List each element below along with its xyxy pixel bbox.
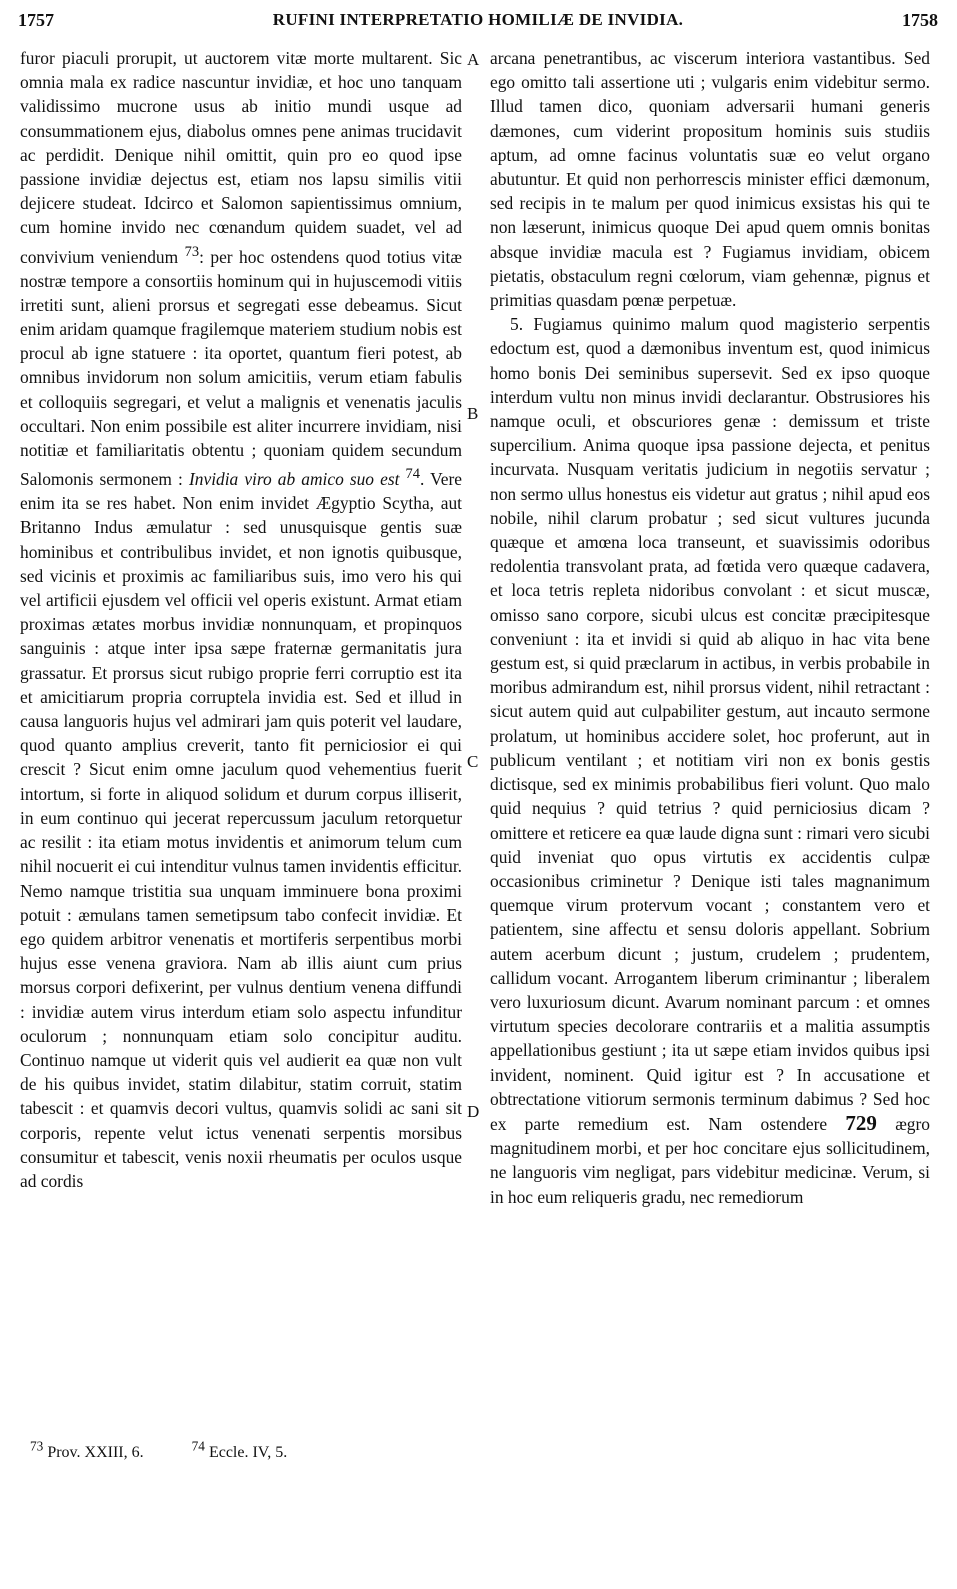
running-title: RUFINI INTERPRETATIO HOMILIÆ DE INVIDIA. (272, 10, 684, 29)
left-text-part-2: : per hoc ostendens quod totius vitæ nostræ tempore a consortiis hominum qui in hujuscemodi vitiis irretiti sunt, alieni prorsus et segregati esse debeamus. Sicut enim aridam quamque fragilemque materiem studium nobis est procul ab igne statuere : ita oportet, quantum fieri potest, ab omnibus invidorum non solum amicitiis, verum etiam fabulis et colloquiis segregari, et velut a malignis et venenatis jaculis occultari. Non enim possibile est aliter incurrere invidiam, nisi notitiæ et familiaritatis obtentu ; quoniam quidem secundum Salomonis sermonem : (20, 246, 462, 490)
page-number-right: 1758 (902, 10, 938, 30)
right-column (490, 46, 930, 1209)
footnote-73 (30, 1439, 166, 1462)
scripture-quote: Invidia viro ab amico suo est (188, 469, 400, 490)
footnote-74 (191, 1439, 310, 1462)
right-paragraph-2 (490, 312, 930, 1209)
margin-letter-c: C (467, 752, 479, 771)
right-text-part-1: 5. Fugiamus quinimo malum quod magisterio serpentis edoctum est, quod a dæmonibus inventum est, quod inimicus homo bonis Dei seminibus supersevit. Sed ex ipso quoque interdum vultu non minus invidi declarantur. Obstrusiores his namque oculi, et obscuriores genæ : demissum et triste supercilium. Anima quoque ipsa passione dejecta, et penitus incurvata. Nusquam veritatis judicium in negotiis servatur ; non sermo ullus honestus eis videtur aut gratus ; nihil apud eos nobile, nihil clarum probatur ; sed sicut vultures jucunda quæque et amœna loca transeunt, et suavissimis odoribus redolentia transvolant prata, ad fœtida vero quæque cadavera, et loca tetris repleta nidoribus convolant : et sicut muscæ, omisso sano corpore, sicubi ulcus est concitæ præcipitesque conveniunt : ita et invidi si quid ab aliquo in hac vita bene gestum est, si quid præclarum in actibus, in verbis probabile in moribus admirandum est, nihil prorsus vident, nihil retractant : sicut autem quid aut culpabiliter gestum, aut incauto sermone prolatum, ut hominibus accidere solet, hoc proferunt, aut in publicum ventilant ; et notitiam viri non ex bonis gestis dictisque, sed ex minimis probabilibus fieri volunt. Quo malo quid nequius ? quid tetrius ? quid perniciosius dicam ? omittere et reticere ea quæ laude digna sunt : rimari vero sicubi quid inveniat quo opus virtutis ex accidentis culpæ occasionibus criminetur ? Denique isti tales magnanimum quemque virum protervum vocant ; constantem vero et patientem, sine affectu et sensu doloris appellant. Sobrium autem acerbum dicunt ; justum, crudelem ; prudentem, callidum vocant. Arrogantem liberum criminantur ; liberalem vero luxuriosum dicunt. Avarum nominant parcum : et omnes virtutum species decolorare contrariis et a malitia assumptis appellationibus gestiunt ; ita ut sæpe etiam invidos quibus ipsi invident, nominent. Quid igitur est ? In accusatione et obtrectatione vitiorum sermonis terminum dabimus ? Sed hoc ex parte remedium est. Nam ostendere (490, 314, 930, 1134)
left-text-part-1: furor piaculi prorupit, ut auctorem vitæ morte multarent. Sic omnia mala ex radice nascuntur invidiæ, et hoc uno tanquam validissimo mucrone usus ab initio mundi usque ad consummationem ejus, diabolus omnes pene animas trucidavit ac perdidit. Denique nihil omittit, quin pro eo quod ipse passione invidiæ dejectus est, etiam nos lapsu similis vitii dejicere studeat. Idcirco et Salomon sapientissimus omnium, cum homine invido nec cœnandum quidem suadet, vel ad convivium veniendum (20, 48, 462, 267)
left-text-part-3: . Vere enim ita se res habet. Non enim invidet Ægyptio Scytha, aut Britanno Indus æmulatur : sed unusquisque gentis suæ hominibus et contribulibus invidet, et non ignotis quibusque, sed vicinis et proximis ac familiaribus suis, imo vero his qui vel artificii ejusdem vel officii vel operis existunt. Armat etiam proximas ætates morbus invidiæ nonnunquam, et propinquos sanguinis : atque inter ipsa sæpe fraternæ germanitatis jura grassatur. Et prorsus sicut rubigo proprie ferri corruptio est ita et amicitiarum propria corruptela invidia est. Sed et illud in causa languoris hujus vel admirari jam quis poterit vel laudare, quod quanto amplius creverit, tanto fit perniciosior ei qui crescit ? Sicut enim omne jaculum quod vehementius fuerit intortum, si forte in aliquod solidum et durum corpus illiserit, in eum continuo qui jecerat repercussum jaculum retorquetur ac resilit : ita etiam motus invidentis et animorum telum cum nihil nocuerit ei cui intenditur vulnus tamen invidentis efficitur. Nemo namque tristitia sua unquam imminuere bona proximi potuit : æmulans tamen semetipsum tabo confecit invidiæ. Et ego quidem arbitror venenatis et mortiferis serpentibus morbi hujus esse venena graviora. Nam ab illis aiunt cum prius morsus corpori defixerint, per vulnus dentium venena diffundi : invidiæ autem virus interdum etiam solo aspectu infunditur oculorum ; nonnunquam etiam solo concipitur auditu. Continuo namque ut viderit quis vel audierit ea quæ non vult de his quibus invidet, statim dilabitur, statim corruit, statim tabescit : et quamvis decori vultus, quamvis solidi ac sani sit corporis, repente velut ictus venenati serpentis morsibus consumitur et tabescit, venis noxii rheumatis per oculos usque ad cordis (20, 469, 462, 1191)
footnote-number: 74 (191, 1439, 205, 1454)
footnote-ref-74: 74 (405, 466, 421, 483)
footnote-text: Prov. XXIII, 6. (47, 1444, 144, 1462)
left-paragraph (20, 46, 462, 1193)
column-number: 729 (845, 1110, 877, 1135)
running-header (18, 6, 938, 34)
margin-letter-b: B (467, 404, 479, 423)
footnote-text: Eccle. IV, 5. (208, 1444, 288, 1462)
right-text-part-2: ægro magnitudinem morbi, et per hoc concitare ejus sollicitudinem, ne languoris vim negligat, pars videbitur medicinæ. Verum, si in hoc eum reliqueris gradu, nec remediorum (490, 1113, 930, 1207)
footnote-ref-73: 73 (184, 243, 200, 260)
footnote-number: 73 (30, 1439, 44, 1454)
right-paragraph-1: arcana penetrantibus, ac viscerum interiora vastantibus. Sed ego omitto tali assertione uti ; vulgaris enim videbitur sermo. Illud tamen dico, quoniam adversarii humani generis dæmones, cum viderint propositum hominis suis studiis aptum, ad omne facinus voluntatis suæ eo velut organo abutuntur. Et quid non perhorrescis minister effici dæmonum, sed recipis in te malum per quod inimicus exsistas his qui te non læserunt, inimicus quoque Dei apud quem omnis bonitas absque invidiæ macula est ? Fugiamus invidiam, obicem pietatis, obstaculum regni cœlorum, viam gehennæ, pignus et primitias quasdam pœnæ perpetuæ. (490, 48, 930, 311)
margin-letter-d: D (467, 1102, 480, 1121)
left-column (20, 46, 462, 1193)
page-number-left: 1757 (18, 10, 54, 30)
margin-letter-a: A (467, 50, 480, 69)
footnotes (30, 1439, 331, 1462)
